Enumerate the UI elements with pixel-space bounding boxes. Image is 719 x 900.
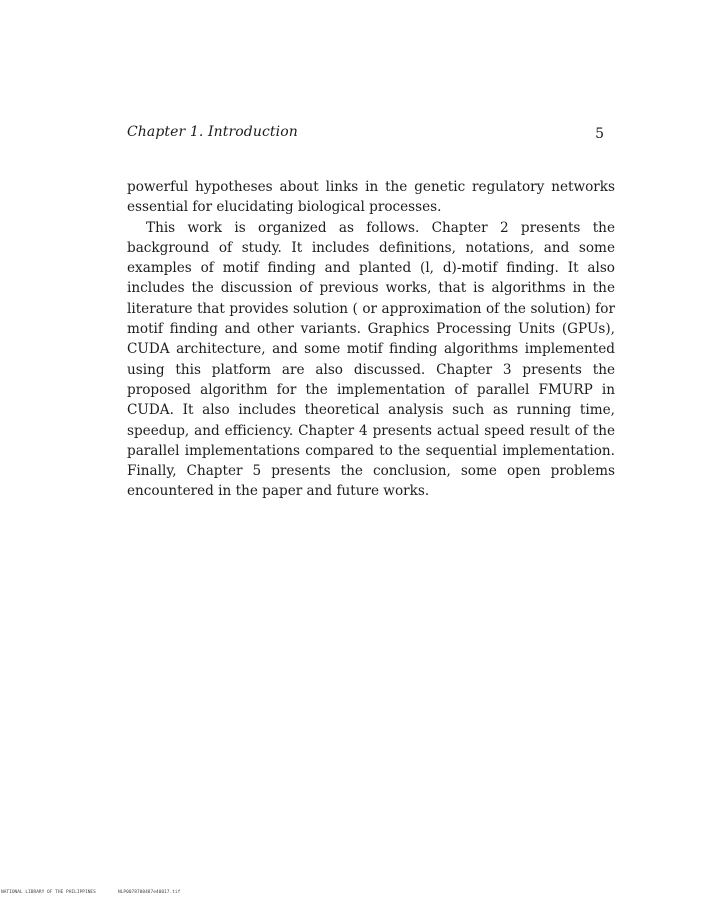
footer-library-stamp: NATIONAL LIBRARY OF THE PHILIPPINES xyxy=(1,890,96,895)
body-text xyxy=(127,177,615,502)
running-head: Chapter 1. Introduction xyxy=(127,124,298,140)
paragraph-1: powerful hypotheses about links in the genetic regulatory networks essential for elucidating biological processes. xyxy=(127,179,615,216)
paragraph-2: This work is organized as follows. Chapter 2 presents the background of study. It includes definitions, notations, and some examples of motif finding and planted (l, d)-motif finding. It also includes the discussion of previous works, that is algorithms in the literature that provides solution ( or approximation of the solution) for motif finding and other variants. Graphics Processing Units (GPUs), CUDA architecture, and some motif finding algorithms implemented using this platform are also discussed. Chapter 3 presents the proposed algorithm for the implementation of parallel FMURP in CUDA. It also includes theoretical analysis such as running time, speedup, and efficiency. Chapter 4 presents actual speed result of the parallel implementations compared to the sequential implementation. Finally, Chapter 5 presents the conclusion, some open problems encountered in the paper and future works. xyxy=(127,219,615,500)
footer-file-id: NLP0078700487e40017.tif xyxy=(118,890,181,895)
page-number: 5 xyxy=(595,126,604,142)
